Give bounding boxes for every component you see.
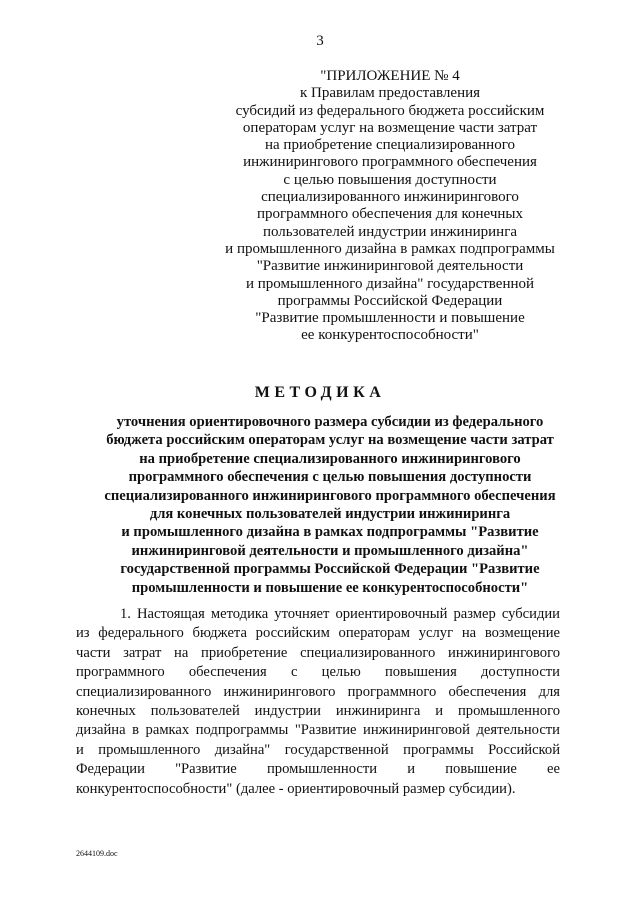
subtitle-line: и промышленного дизайна в рамках подпрограммы "Развитие bbox=[121, 524, 539, 541]
appendix-line: программы Российской Федерации bbox=[277, 292, 503, 309]
appendix-line: к Правилам предоставления bbox=[299, 85, 481, 102]
appendix-line: операторам услуг на возмещение части затрат bbox=[242, 119, 538, 136]
methodology-subtitle bbox=[60, 413, 600, 597]
paragraph-line: специализированного инжинирингового программного обеспечения для bbox=[76, 683, 560, 700]
subtitle-line: программного обеспечения с целью повышения доступности bbox=[128, 469, 532, 486]
subtitle-line: для конечных пользователей индустрии инжиниринга bbox=[149, 506, 511, 523]
paragraph-line: конечных пользователей индустрии инжиниринга и промышленного bbox=[76, 703, 560, 720]
paragraph-line: Федерации "Развитие промышленности и повышение ее bbox=[76, 761, 560, 778]
appendix-line: программного обеспечения для конечных bbox=[257, 206, 523, 223]
subtitle-line: промышленности и повышение ее конкурентоспособности" bbox=[131, 579, 529, 596]
appendix-line: и промышленного дизайна в рамках подпрограммы bbox=[225, 240, 555, 257]
appendix-header bbox=[200, 68, 580, 345]
paragraph-1 bbox=[76, 605, 560, 799]
subtitle-line: на приобретение специализированного инжинирингового bbox=[139, 450, 521, 467]
subtitle-line: инжиниринговой деятельности и промышленного дизайна" bbox=[131, 542, 529, 559]
appendix-line: инжинирингового программного обеспечения bbox=[243, 154, 537, 171]
appendix-line: пользователей индустрии инжиниринга bbox=[262, 223, 518, 240]
paragraph-line: программного обеспечения с целью повышения доступности bbox=[76, 664, 560, 681]
subtitle-line: специализированного инжинирингового программного обеспечения bbox=[104, 487, 556, 504]
appendix-line: субсидий из федерального бюджета российским bbox=[235, 102, 545, 119]
page-number: 3 bbox=[316, 33, 324, 49]
appendix-line: специализированного инжинирингового bbox=[261, 189, 519, 206]
paragraph-line: конкурентоспособности" (далее - ориентировочный размер субсидии). bbox=[76, 780, 516, 797]
appendix-line: "Развитие инжиниринговой деятельности bbox=[256, 258, 524, 275]
appendix-line: ее конкурентоспособности" bbox=[301, 327, 479, 344]
subtitle-line: уточнения ориентировочного размера субсидии из федерального bbox=[116, 414, 544, 430]
footer-file-name: 2644109.doc bbox=[76, 849, 118, 858]
paragraph-line: части затрат на приобретение специализированного инжинирингового bbox=[76, 644, 560, 661]
appendix-title-line: "ПРИЛОЖЕНИЕ № 4 bbox=[320, 68, 460, 84]
subtitle-line: бюджета российским операторам услуг на возмещение части затрат bbox=[106, 432, 554, 449]
subtitle-line: государственной программы Российской Федерации "Развитие bbox=[120, 561, 540, 578]
appendix-line: "Развитие промышленности и повышение bbox=[255, 310, 525, 327]
paragraph-line: из федерального бюджета российским операторам услуг на возмещение bbox=[76, 625, 560, 642]
paragraph-line: 1. Настоящая методика уточняет ориентировочный размер субсидии bbox=[120, 606, 560, 622]
appendix-line: с целью повышения доступности bbox=[283, 171, 497, 188]
paragraph-line: и промышленного дизайна" государственной программы Российской bbox=[76, 741, 560, 758]
methodology-title: МЕТОДИКА bbox=[254, 384, 386, 401]
paragraph-line: дизайна в рамках подпрограммы "Развитие инжиниринговой деятельности bbox=[76, 722, 560, 739]
appendix-line: и промышленного дизайна" государственной bbox=[245, 275, 535, 292]
appendix-line: на приобретение специализированного bbox=[265, 137, 515, 154]
